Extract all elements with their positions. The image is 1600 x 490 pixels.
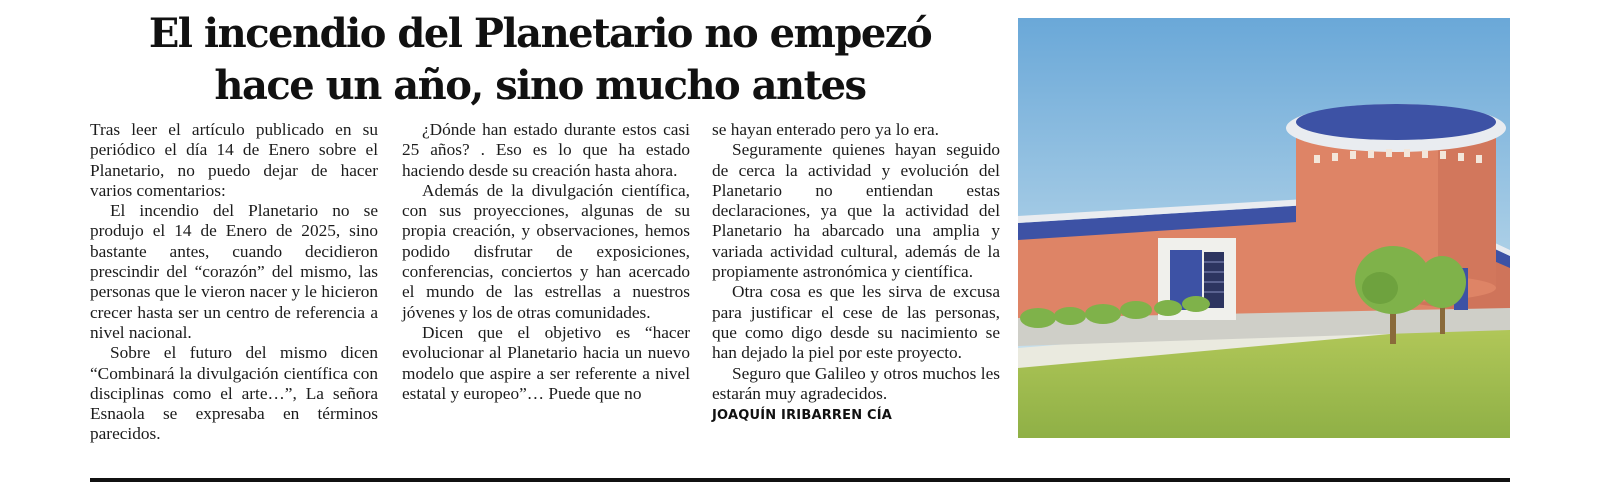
paragraph: Seguro que Galileo y otros muchos les estarán muy agradecidos. xyxy=(712,363,1000,403)
headline-line-2: hace un año, sino mucho antes xyxy=(214,62,866,109)
paragraph: Tras leer el artículo publicado en su periódico el día 14 de Enero sobre el Planetario, no puedo dejar de hacer varios comentarios: xyxy=(90,120,378,200)
paragraph: ¿Dónde han estado durante estos casi 25 años? . Eso es lo que ha estado haciendo desde su creación hasta ahora. xyxy=(402,120,690,180)
paragraph: Seguramente quienes hayan seguido de cerca la actividad y evolución del Planetario no entiendan estas declaraciones, ya que la actividad del Planetario ha abarcado una amplia y variada actividad cultural, además de la propiamente astronómica y científica. xyxy=(712,140,1000,282)
paragraph: Además de la divulgación científica, con sus proyecciones, algunas de su propia creación, y observaciones, hemos podido disfrutar de exposiciones, conferencias, conciertos y han acercado el mundo de las estrellas a nuestros jóvenes y los de otras comunidades. xyxy=(402,180,690,322)
article-column-3 xyxy=(712,120,1000,426)
headline xyxy=(90,8,990,112)
paragraph: Otra cosa es que les sirva de excusa para justificar el cese de las personas, que como digo desde su nacimiento se han dejado la piel por este proyecto. xyxy=(712,282,1000,363)
paragraph: El incendio del Planetario no se produjo el 14 de Enero de 2025, sino bastante antes, cuando decidieron prescindir del “corazón” del mismo, las personas que le vieron nacer y le hicieron crecer hasta ser un centro de referencia a nivel nacional. xyxy=(90,201,378,342)
headline-line-1: El incendio del Planetario no empezó xyxy=(148,10,932,57)
article-column-2 xyxy=(402,120,690,404)
planetarium-illustration xyxy=(1018,18,1510,438)
author-signature: JOAQUÍN IRIBARREN CÍA xyxy=(712,408,893,424)
paragraph: se hayan enterado pero ya lo era. xyxy=(712,120,939,139)
tower-dome xyxy=(1296,104,1496,140)
paragraph: Sobre el futuro del mismo dicen “Combinará la divulgación científica con disciplinas como el arte…”, La señora Esnaola se expresaba en términos parecidos. xyxy=(90,343,378,444)
bottom-rule xyxy=(90,478,1510,482)
paragraph: Dicen que el objetivo es “hacer evolucionar al Planetario hacia un nuevo modelo que aspire a ser referente a nivel estatal y europeo”… Puede que no xyxy=(402,322,690,403)
article-column-1 xyxy=(90,120,378,445)
